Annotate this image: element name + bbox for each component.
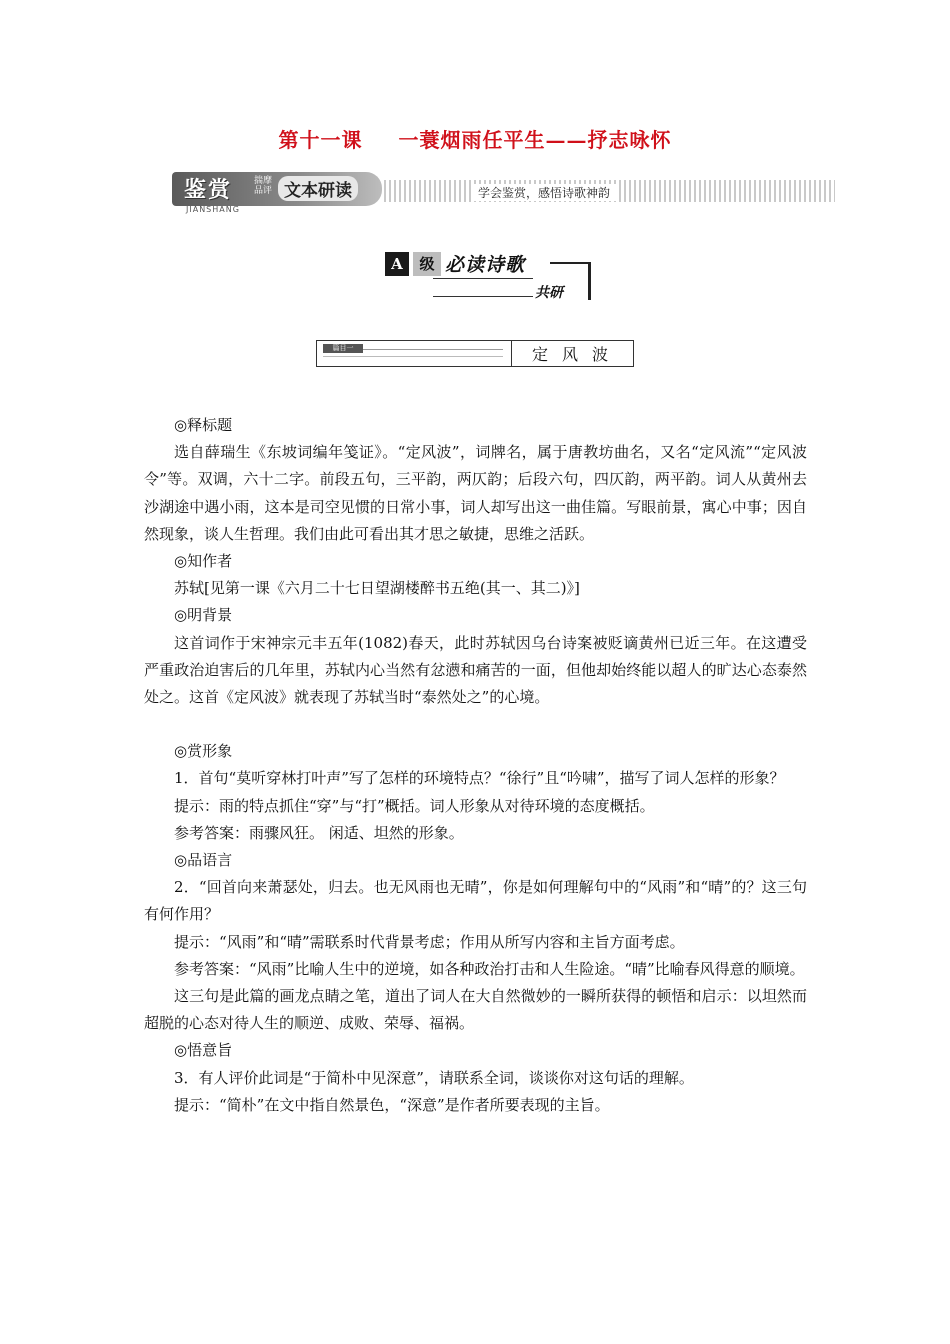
paragraph: 提示：雨的特点抓住“穿”与“打”概括。词人形象从对待环境的态度概括。 bbox=[174, 796, 655, 815]
paragraph: 这首词作于宋神宗元丰五年(1082)春天，此时苏轼因乌台诗案被贬谪黄州已近三年。在这遭受严重政治迫害后的几年里，苏轼内心当然有忿懑和痛苦的一面，但他却始终能以超人的旷达心态泰然处之。这首《定风波》就表现了苏轼当时“泰然处之”的心境。 bbox=[144, 633, 807, 707]
paragraph: 1．首句“莫听穿林打叶声”写了怎样的环境特点？“徐行”且“吟啸”，描写了词人怎样的形象？ bbox=[174, 769, 785, 788]
poem-tag-rule bbox=[363, 349, 503, 350]
article-body bbox=[144, 412, 807, 1119]
poem-title: 定风波 bbox=[532, 345, 623, 364]
level-rule-top bbox=[433, 278, 533, 279]
lesson-number: 第十一课 bbox=[278, 128, 363, 152]
poem-tag-rule-lower bbox=[323, 356, 503, 357]
level-grade: 级 bbox=[413, 252, 441, 276]
banner-slogan: 学会鉴赏，感悟诗歌神韵 bbox=[472, 184, 616, 201]
paragraph: 2．“回首向来萧瑟处，归去。也无风雨也无晴”，你是如何理解句中的“风雨”和“晴”的？这三句有何作用？ bbox=[144, 878, 807, 924]
paragraph: 选自薛瑞生《东坡词编年笺证》。“定风波”，词牌名，属于唐教坊曲名，又名“定风流”“定风波令”等。双调，六十二字。前段五句，三平韵，两仄韵；后段六句，四仄韵，两平韵。词人从黄州去沙湖途中遇小雨，这本是司空见惯的日常小事，词人却写出这一曲佳篇。写眼前景，寓心中事；因自然现象，谈人生哲理。我们由此可看出其才思之敏捷，思维之活跃。 bbox=[144, 443, 807, 543]
level-subtitle: 共研 bbox=[535, 285, 563, 301]
paragraph: 提示：“简朴”在文中指自然景色，“深意”是作者所要表现的主旨。 bbox=[174, 1095, 610, 1114]
section-banner bbox=[172, 172, 835, 214]
section-heading: ◎品语言 bbox=[174, 851, 233, 870]
section-heading: ◎悟意旨 bbox=[174, 1041, 233, 1060]
paragraph: 参考答案：“风雨”比喻人生中的逆境，如各种政治打击和人生险途。“晴”比喻春风得意的顺境。 bbox=[174, 959, 805, 978]
level-title: 必读诗歌 bbox=[445, 254, 526, 276]
banner-small-label: 揣摩品评 bbox=[254, 176, 273, 196]
lesson-theme: 一蓑烟雨任平生——抒志咏怀 bbox=[398, 128, 672, 152]
banner-sub-label: 文本研读 bbox=[278, 176, 358, 201]
section-heading: ◎知作者 bbox=[174, 552, 233, 571]
section-heading: ◎明背景 bbox=[174, 606, 233, 625]
paragraph: 提示：“风雨”和“晴”需联系时代背景考虑；作用从所写内容和主旨方面考虑。 bbox=[174, 932, 685, 951]
paragraph: 这三句是此篇的画龙点睛之笔，道出了词人在大自然微妙的一瞬所获得的顿悟和启示：以坦然而超脱的心态对待人生的顺逆、成败、荣辱、福祸。 bbox=[144, 987, 807, 1033]
poem-title-box bbox=[316, 340, 634, 367]
section-heading: ◎赏形象 bbox=[174, 742, 233, 761]
level-header bbox=[385, 252, 600, 304]
lesson-title bbox=[0, 124, 950, 153]
level-rule-bottom bbox=[433, 296, 533, 297]
level-letter: A bbox=[385, 252, 409, 276]
poem-tag: 篇目一 bbox=[323, 344, 363, 353]
paragraph: 3．有人评价此词是“于简朴中见深意”，请联系全词，谈谈你对这句话的理解。 bbox=[174, 1068, 694, 1087]
banner-main-label: 鉴赏 bbox=[184, 178, 233, 203]
section-heading: ◎释标题 bbox=[174, 416, 233, 434]
paragraph-spacer bbox=[144, 711, 807, 738]
poem-box-divider bbox=[511, 341, 512, 366]
paragraph: 参考答案：雨骤风狂。 闲适、坦然的形象。 bbox=[174, 823, 464, 842]
banner-pinyin: JIANSHANG bbox=[186, 205, 240, 214]
paragraph: 苏轼[见第一课《六月二十七日望湖楼醉书五绝(其一、其二)》] bbox=[174, 579, 580, 598]
